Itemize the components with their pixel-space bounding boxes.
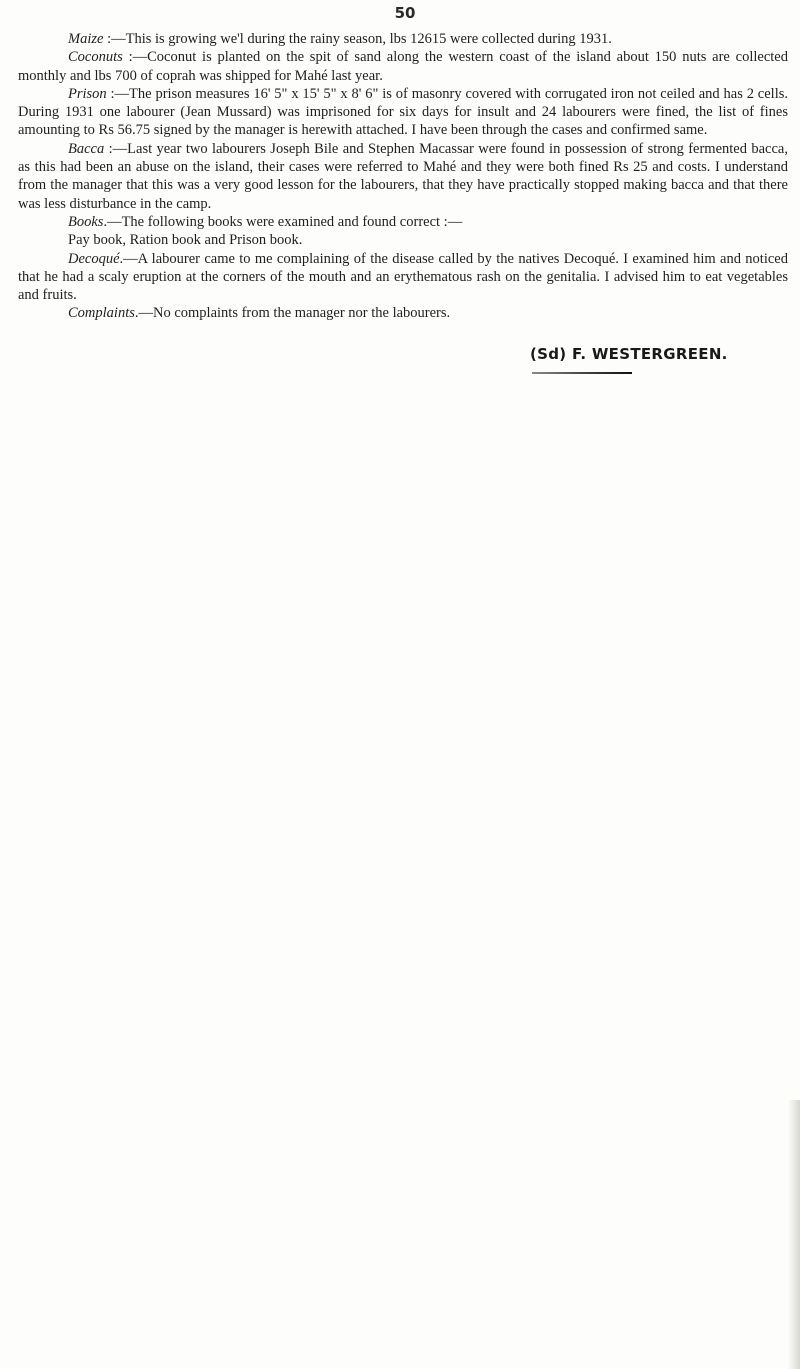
heading-prison: Prison bbox=[68, 85, 107, 102]
text-complaints: .—No complaints from the manager nor the labourers. bbox=[134, 305, 451, 322]
text-decoque: .—A labourer came to me complaining of the disease called by the natives Decoqué. I examined him and noticed that he had a scaly eruption at the corners of the mouth and an erythematous rash on the genitalia. I advised him to eat vegetables and fruits. bbox=[18, 250, 788, 304]
paragraph-books-list bbox=[18, 231, 788, 249]
page-edge-shadow bbox=[788, 1100, 800, 1369]
heading-bacca: Bacca bbox=[68, 140, 105, 157]
paragraph-decoque bbox=[18, 250, 788, 305]
page-number: 50 bbox=[394, 4, 416, 22]
text-books: .—The following books were examined and found correct :— bbox=[103, 213, 463, 230]
report-body bbox=[18, 30, 788, 323]
paragraph-complaints bbox=[18, 304, 788, 322]
text-books-list: Pay book, Ration book and Prison book. bbox=[68, 232, 303, 249]
paragraph-coconuts bbox=[18, 48, 788, 85]
signature-underline bbox=[532, 372, 632, 374]
text-coconuts: :—Coconut is planted on the spit of sand along the western coast of the island about 150 nuts are collected monthly and lbs 700 of coprah was shipped for Mahé last year. bbox=[18, 49, 788, 84]
heading-complaints: Complaints bbox=[68, 305, 135, 322]
signature: (Sd) F. WESTERGREEN. bbox=[530, 345, 728, 363]
paragraph-bacca bbox=[18, 140, 788, 213]
heading-maize: Maize bbox=[68, 31, 104, 47]
text-prison: :—The prison measures 16' 5" x 15' 5" x 8' 6" is of masonry covered with corrugated iron not ceiled and has 2 cells. During 1931 one labourer (Jean Mussard) was imprisoned for six days for insult and 24 labourers were fined, the list of fines amounting to Rs 56.75 signed by the manager is herewith attached. I have been through the cases and confirmed same. bbox=[18, 85, 788, 139]
text-maize: :—This is growing we'l during the rainy season, lbs 12615 were collected during 1931. bbox=[103, 31, 612, 47]
paragraph-maize bbox=[18, 30, 788, 48]
heading-coconuts: Coconuts bbox=[68, 49, 123, 66]
heading-books: Books bbox=[68, 213, 104, 230]
paragraph-prison bbox=[18, 85, 788, 140]
paragraph-books bbox=[18, 213, 788, 231]
text-bacca: :—Last year two labourers Joseph Bile and Stephen Macassar were found in possession of strong fermented bacca, as this had been an abuse on the island, their cases were referred to Mahé and they were both fined Rs 25 and costs. I understand from the manager that this was a very good lesson for the labourers, that they have practically stopped making bacca and that there was less disturbance in the camp. bbox=[18, 140, 788, 212]
heading-decoque: Decoqué bbox=[68, 250, 120, 267]
